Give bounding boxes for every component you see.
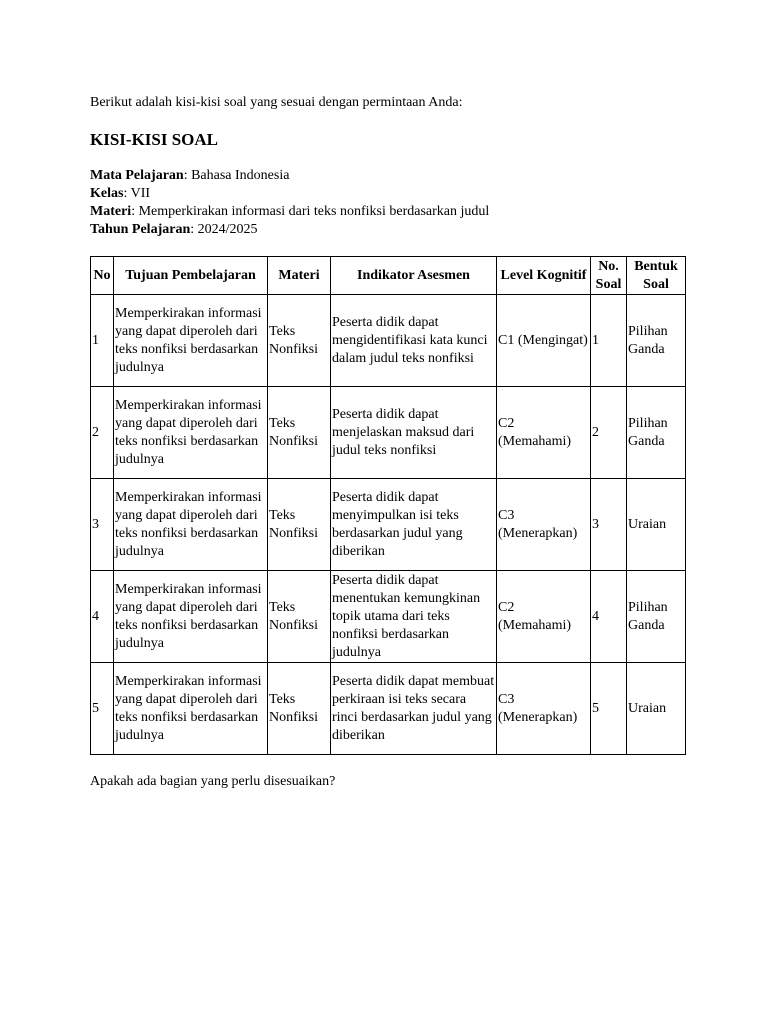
header-level-kognitif: Level Kognitif <box>497 257 591 295</box>
table-row <box>91 387 686 479</box>
meta-value: : Memperkirakan informasi dari teks nonfiksi berdasarkan judul <box>131 204 490 219</box>
cell-tujuan-pembelajaran: Memperkirakan informasi yang dapat diperoleh dari teks nonfiksi berdasarkan judulnya <box>114 387 268 479</box>
cell-no-soal: 3 <box>591 479 627 571</box>
cell-indikator-asesmen: Peserta didik dapat menyimpulkan isi teks berdasarkan judul yang diberikan <box>331 479 497 571</box>
closing-question: Apakah ada bagian yang perlu disesuaikan? <box>90 774 336 789</box>
cell-materi: Teks Nonfiksi <box>268 663 331 755</box>
cell-materi: Teks Nonfiksi <box>268 479 331 571</box>
cell-bentuk-soal: Pilihan Ganda <box>627 571 686 663</box>
cell-tujuan-pembelajaran: Memperkirakan informasi yang dapat diperoleh dari teks nonfiksi berdasarkan judulnya <box>114 663 268 755</box>
meta-label: Tahun Pelajaran <box>90 222 191 237</box>
table-row <box>91 663 686 755</box>
header-no-soal: No. Soal <box>591 257 627 295</box>
header-bentuk-soal: Bentuk Soal <box>627 257 686 295</box>
cell-bentuk-soal: Pilihan Ganda <box>627 387 686 479</box>
meta-value: : 2024/2025 <box>190 222 258 237</box>
meta-kelas <box>90 185 690 203</box>
meta-label: Materi <box>90 204 132 219</box>
meta-label: Mata Pelajaran <box>90 168 184 183</box>
cell-indikator-asesmen: Peserta didik dapat membuat perkiraan isi teks secara rinci berdasarkan judul yang diberikan <box>331 663 497 755</box>
cell-bentuk-soal: Uraian <box>627 479 686 571</box>
cell-bentuk-soal: Uraian <box>627 663 686 755</box>
cell-no: 3 <box>91 479 114 571</box>
cell-indikator-asesmen: Peserta didik dapat mengidentifikasi kata kunci dalam judul teks nonfiksi <box>331 295 497 387</box>
cell-no: 4 <box>91 571 114 663</box>
table-row <box>91 295 686 387</box>
table-header-row <box>91 257 686 295</box>
cell-tujuan-pembelajaran: Memperkirakan informasi yang dapat diperoleh dari teks nonfiksi berdasarkan judulnya <box>114 479 268 571</box>
meta-value: : VII <box>123 186 151 201</box>
cell-no: 2 <box>91 387 114 479</box>
cell-no-soal: 1 <box>591 295 627 387</box>
cell-tujuan-pembelajaran: Memperkirakan informasi yang dapat diperoleh dari teks nonfiksi berdasarkan judulnya <box>114 571 268 663</box>
meta-mata-pelajaran <box>90 167 690 185</box>
header-materi: Materi <box>268 257 331 295</box>
table-row <box>91 571 686 663</box>
header-indikator-asesmen: Indikator Asesmen <box>331 257 497 295</box>
table-row <box>91 479 686 571</box>
meta-label: Kelas <box>90 186 124 201</box>
intro-text: Berikut adalah kisi-kisi soal yang sesuai dengan permintaan Anda: <box>90 95 463 110</box>
meta-tahun-pelajaran <box>90 221 690 239</box>
cell-level-kognitif: C2 (Memahami) <box>497 571 591 663</box>
header-no: No <box>91 257 114 295</box>
cell-bentuk-soal: Pilihan Ganda <box>627 295 686 387</box>
cell-indikator-asesmen: Peserta didik dapat menjelaskan maksud dari judul teks nonfiksi <box>331 387 497 479</box>
cell-no-soal: 5 <box>591 663 627 755</box>
cell-no-soal: 4 <box>591 571 627 663</box>
cell-tujuan-pembelajaran: Memperkirakan informasi yang dapat diperoleh dari teks nonfiksi berdasarkan judulnya <box>114 295 268 387</box>
cell-materi: Teks Nonfiksi <box>268 387 331 479</box>
cell-no-soal: 2 <box>591 387 627 479</box>
cell-materi: Teks Nonfiksi <box>268 571 331 663</box>
cell-level-kognitif: C3 (Menerapkan) <box>497 479 591 571</box>
cell-level-kognitif: C3 (Menerapkan) <box>497 663 591 755</box>
header-tujuan-pembelajaran: Tujuan Pembelajaran <box>114 257 268 295</box>
meta-value: : Bahasa Indonesia <box>183 168 290 183</box>
cell-no: 1 <box>91 295 114 387</box>
meta-materi <box>90 203 690 221</box>
cell-no: 5 <box>91 663 114 755</box>
cell-level-kognitif: C1 (Mengingat) <box>497 295 591 387</box>
metadata-block <box>90 167 690 239</box>
cell-level-kognitif: C2 (Memahami) <box>497 387 591 479</box>
document-page <box>90 94 690 789</box>
document-title: KISI-KISI SOAL <box>90 130 219 149</box>
cell-indikator-asesmen: Peserta didik dapat menentukan kemungkinan topik utama dari teks nonfiksi berdasarkan judulnya <box>331 571 497 663</box>
cell-materi: Teks Nonfiksi <box>268 295 331 387</box>
kisi-kisi-table <box>90 256 686 755</box>
